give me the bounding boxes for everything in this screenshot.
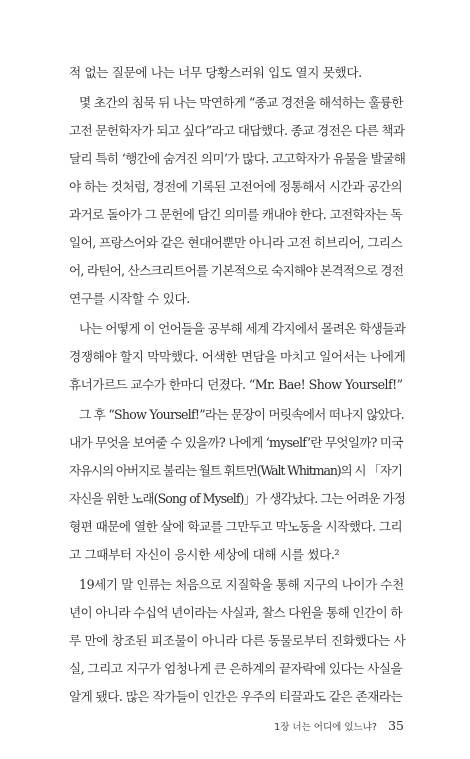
text-line: 고 그때부터 자신이 응시한 세상에 대해 시를 썼다.² xyxy=(69,547,340,562)
text-line: 실, 그리고 지구가 엄청나게 큰 은하계의 끝자락에 있다는 사실을 xyxy=(69,661,403,676)
text-line: 나는 어떻게 이 언어들을 공부해 세계 각지에서 몰려온 학생들과 xyxy=(79,321,406,336)
text-line: 어, 라틴어, 산스크리트어를 기본적으로 숙지해야 본격적으로 경전 xyxy=(69,263,404,278)
text-line: 고전 문헌학자가 되고 싶다”라고 대답했다. 종교 경전은 다른 책과 xyxy=(69,123,405,138)
text-line: 자유시의 아버지로 불리는 월트 휘트먼(Walt Whitman)의 시 「자기 xyxy=(69,463,402,478)
text-line: 자신을 위한 노래(Song of Myself)」가 생각났다. 그는 어려운 가정 xyxy=(69,491,405,506)
text-line: 몇 초간의 침묵 뒤 나는 막연하게 “종교 경전을 해석하는 훌륭한 xyxy=(79,95,403,110)
text-line: 경쟁해야 할지 막막했다. 어색한 면담을 마치고 일어서는 나에게 xyxy=(69,349,406,364)
text-line: 야 하는 것처럼, 경전에 기록된 고전어에 정통해서 시간과 공간의 xyxy=(69,179,403,194)
text-line: 그 후 “Show Yourself!”라는 문장이 머릿속에서 떠나지 않았다. xyxy=(79,407,404,422)
text-line: 달리 특히 ‘행간에 숨겨진 의미’가 많다. 고고학자가 유물을 발굴해 xyxy=(69,151,406,166)
text-line: 루 만에 창조된 피조물이 아니라 다른 동물로부터 진화했다는 사 xyxy=(69,633,406,648)
text-line: 과거로 돌아가 그 문헌에 담긴 의미를 캐내야 한다. 고전학자는 독 xyxy=(69,207,402,222)
text-line: 년이 아니라 수십억 년이라는 사실과, 찰스 다윈을 통해 인간이 하 xyxy=(69,605,402,620)
page-footer xyxy=(274,718,404,733)
text-line: 휴너가르드 교수가 한마디 던졌다. “Mr. Bae! Show Yourself!” xyxy=(69,377,403,392)
text-line: 내가 무엇을 보여줄 수 있을까? 나에게 ‘myself’란 무엇일까? 미국 xyxy=(69,435,403,450)
page-number: 35 xyxy=(388,718,404,733)
chapter-title: 1장 너는 어디에 있느냐? xyxy=(274,722,377,733)
text-line: 19세기 말 인류는 처음으로 지질학을 통해 지구의 나이가 수천 xyxy=(79,577,404,592)
text-line: 알게 됐다. 많은 작가들이 인간은 우주의 티끌과도 같은 존재라는 xyxy=(69,689,403,704)
text-line: 연구를 시작할 수 있다. xyxy=(69,291,190,306)
text-line: 형편 때문에 열한 살에 학교를 그만두고 막노동을 시작했다. 그리 xyxy=(69,519,403,534)
text-line: 적 없는 질문에 나는 너무 당황스러워 입도 열지 못했다. xyxy=(69,65,362,80)
text-line: 일어, 프랑스어와 같은 현대어뿐만 아니라 고전 히브리어, 그리스 xyxy=(69,235,403,250)
